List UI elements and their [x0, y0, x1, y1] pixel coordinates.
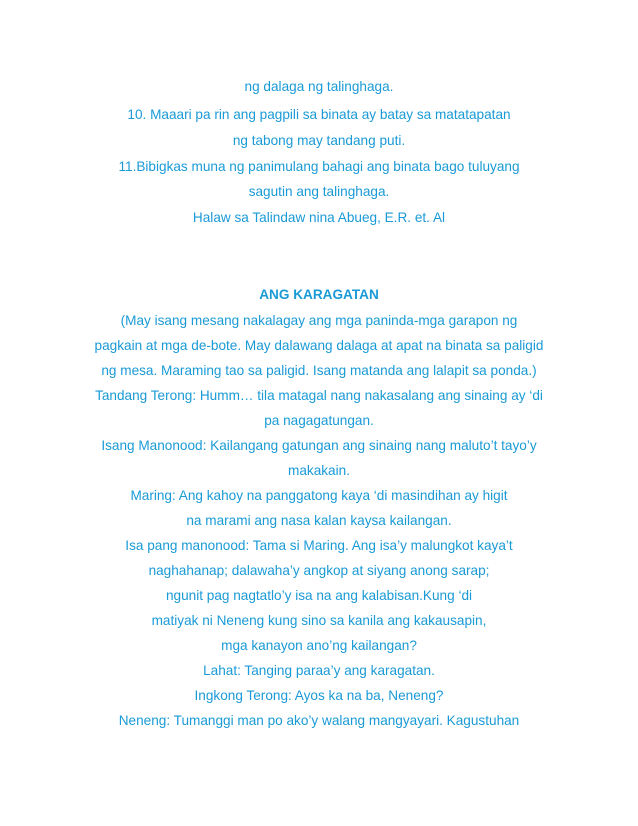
intro-line: sagutin ang talinghaga. [248, 184, 390, 199]
play-line: makakain. [288, 463, 350, 478]
intro-line: ng tabong may tandang puti. [232, 133, 406, 148]
play-line: ngunit pag nagtatlo’y isa na ang kalabisan.Kung ‘di [165, 588, 473, 603]
play-line: naghahanap; dalawaha’y angkop at siyang anong sarap; [148, 563, 490, 578]
intro-line: 10. Maaari pa rin ang pagpili sa binata ay batay sa matatapatan [127, 107, 511, 122]
source-citation: Halaw sa Talindaw nina Abueg, E.R. et. Al [192, 210, 446, 225]
play-line: pa nagagatungan. [264, 413, 374, 428]
play-line: Isang Manonood: Kailangang gatungan ang sinaing nang maluto’t tayo’y [101, 438, 537, 453]
play-title: ANG KARAGATAN [259, 287, 379, 302]
play-line: Maring: Ang kahoy na panggatong kaya ‘di masindihan ay higit [130, 488, 508, 503]
play-line: Neneng: Tumanggi man po ako’y walang mangyayari. Kagustuhan [118, 713, 520, 728]
play-line: mga kanayon ano’ng kailangan? [221, 638, 417, 653]
play-line: (May isang mesang nakalagay ang mga paninda-mga garapon ng [120, 313, 518, 328]
play-line: Ingkong Terong: Ayos ka na ba, Neneng? [194, 688, 444, 703]
play-line: Tandang Terong: Humm… tila matagal nang nakasalang ang sinaing ay ‘di [95, 388, 543, 403]
play-line: ng mesa. Maraming tao sa paligid. Isang matanda ang lalapit sa ponda.) [101, 363, 537, 378]
play-line: na marami ang nasa kalan kaysa kailangan. [186, 513, 452, 528]
play-line: Isa pang manonood: Tama si Maring. Ang isa’y malungkot kaya’t [125, 538, 513, 553]
intro-line: 11.Bibigkas muna ng panimulang bahagi ang binata bago tuluyang [118, 159, 520, 174]
intro-line: ng dalaga ng talinghaga. [244, 79, 394, 94]
play-line: pagkain at mga de-bote. May dalawang dalaga at apat na binata sa paligid [94, 338, 544, 353]
play-line: matiyak ni Neneng kung sino sa kanila ang kakausapin, [151, 613, 487, 628]
play-line: Lahat: Tanging paraa’y ang karagatan. [203, 663, 435, 678]
